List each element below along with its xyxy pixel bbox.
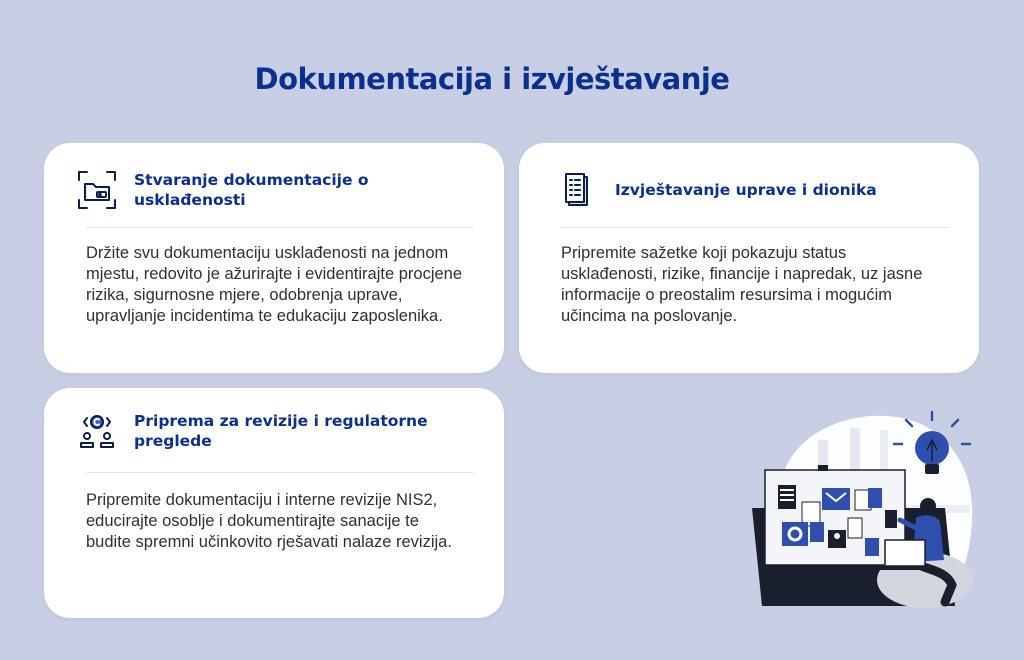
card-header (76, 169, 476, 211)
card-title: Stvaranje dokumentacije o usklađenosti (134, 171, 369, 209)
card-title: Priprema za revizije i regulatorne preglede (134, 412, 428, 450)
card-audit-preparation (44, 388, 504, 618)
card-description: Pripremite dokumentaciju i interne revizije NIS2, educirajte osoblje i dokumentirajte sanacije te budite spremni učinkovito rješavati nalaze revizija. (86, 491, 452, 551)
card-header (557, 169, 951, 211)
report-document-icon (557, 169, 599, 211)
card-management-reporting (519, 143, 979, 373)
card-compliance-documentation (44, 143, 504, 373)
divider (86, 472, 474, 473)
page-title: Dokumentacija i izvještavanje (254, 62, 730, 96)
divider (561, 227, 949, 228)
person-planning-board-illustration (740, 410, 990, 615)
card-header (76, 410, 476, 452)
card-description: Držite svu dokumentaciju usklađenosti na jednom mjestu, redovito je ažurirajte i evidentirajte procjene rizika, sigurnosne mjere, odobrenja uprave, upravljanje incidentima te edukaciju zaposlenika. (86, 244, 463, 325)
card-title: Izvještavanje uprave i dionika (615, 181, 877, 199)
folder-scan-icon (76, 169, 118, 211)
divider (86, 227, 474, 228)
audit-team-icon (76, 410, 118, 452)
card-description: Pripremite sažetke koji pokazuju status usklađenosti, rizike, financije i napredak, uz jasne informacije o preostalim resursima i mogućim učincima na poslovanje. (561, 244, 923, 325)
